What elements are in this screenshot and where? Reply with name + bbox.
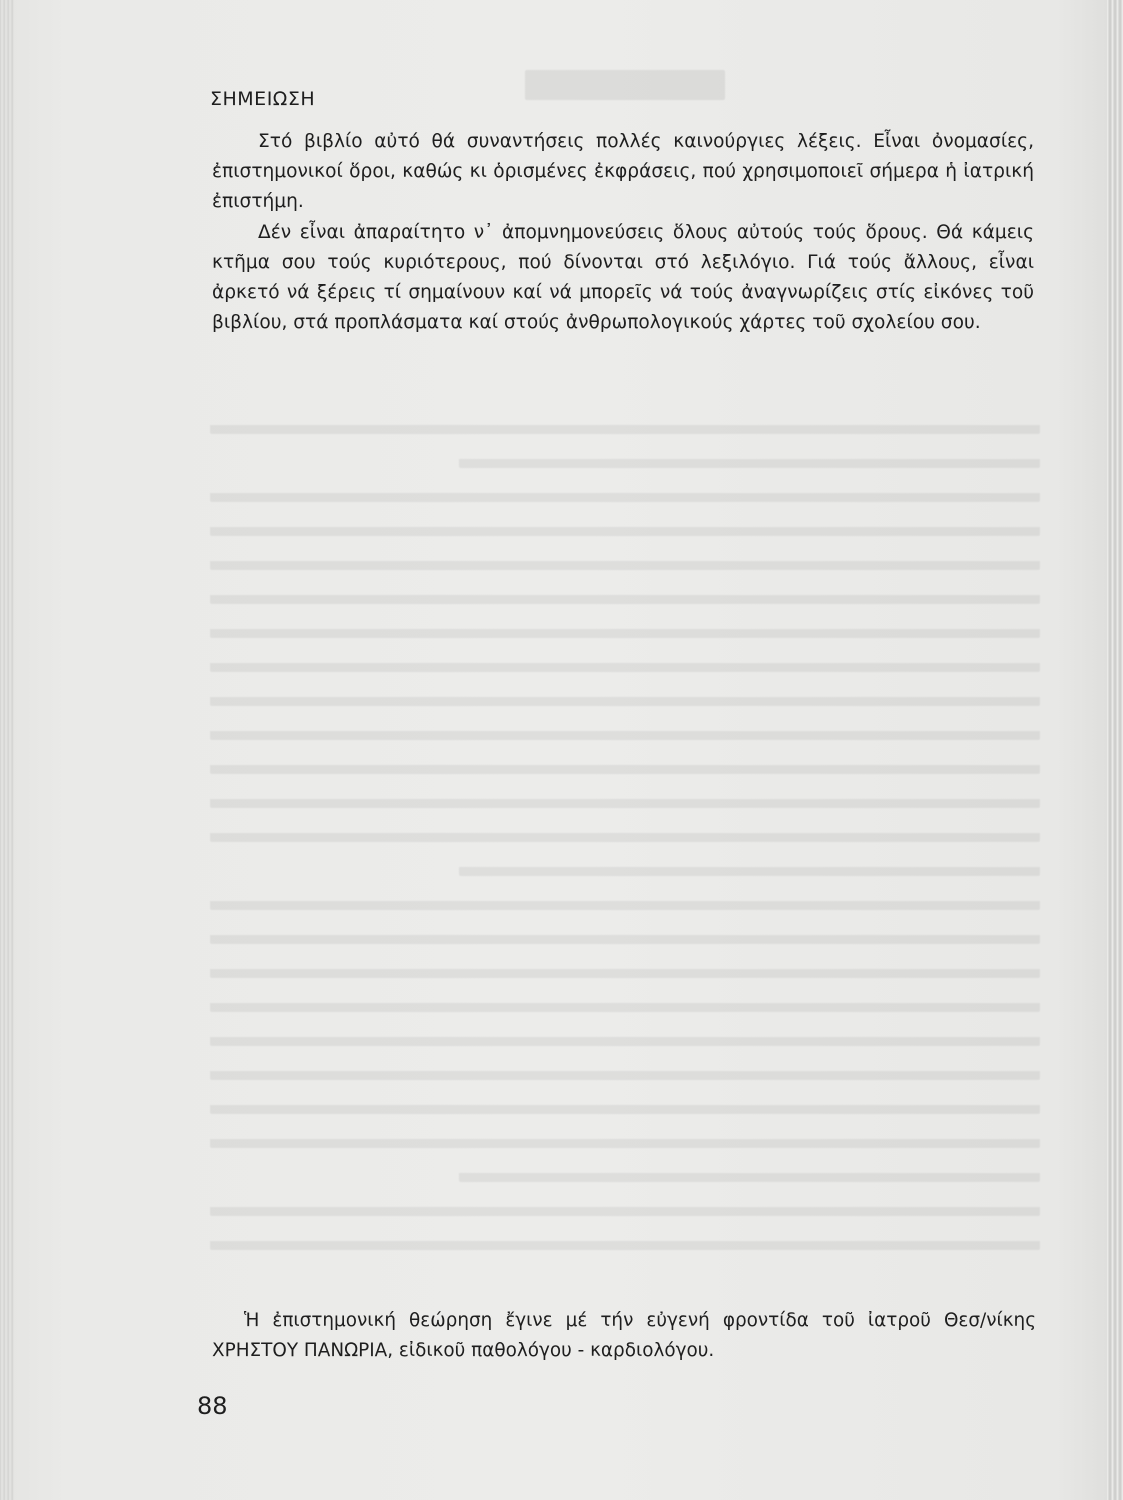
note-paragraph-1: Στό βιβλίο αὐτό θά συναντήσεις πολλές καινούργιες λέξεις. Εἶναι ὀνομασίες, ἐπιστημονικοί ὅροι, καθώς κι ὁρισμένες ἐκφράσεις, πού χρησιμοποιεῖ σήμερα ἡ ἰατρική ἐπιστήμη. [212,131,1034,212]
scientific-review-footnote: Ἡ ἐπιστημονική θεώρηση ἔγινε μέ τήν εὐγενή φροντίδα τοῦ ἰατροῦ Θεσ/νίκης ΧΡΗΣΤΟΥ ΠΑΝΩΡΙΑ, εἰδικοῦ παθολόγου - καρδιολόγου. [212,1310,1036,1361]
page-number: 88 [197,1392,228,1420]
page-stack-right-edge [1107,0,1123,1500]
note-heading: ΣΗΜΕΙΩΣΗ [210,88,316,110]
page-stack-left-edge [0,0,14,1500]
note-paragraph-2: Δέν εἶναι ἀπαραίτητο ν᾽ ἀπομνημονεύσεις ὅλους αὐτούς τούς ὅρους. Θά κάμεις κτῆμα σου τούς κυριότερους, πού δίνονται στό λεξιλόγιο. Γιά τούς ἄλλους, εἶναι ἀρκετό νά ξέρεις τί σημαίνουν καί νά μπορεῖς νά τούς ἀναγνωρίζεις στίς εἰκόνες τοῦ βιβλίου, στά προπλάσματα καί στούς ἀνθρωπολογικούς χάρτες τοῦ σχολείου σου. [212,222,1034,333]
